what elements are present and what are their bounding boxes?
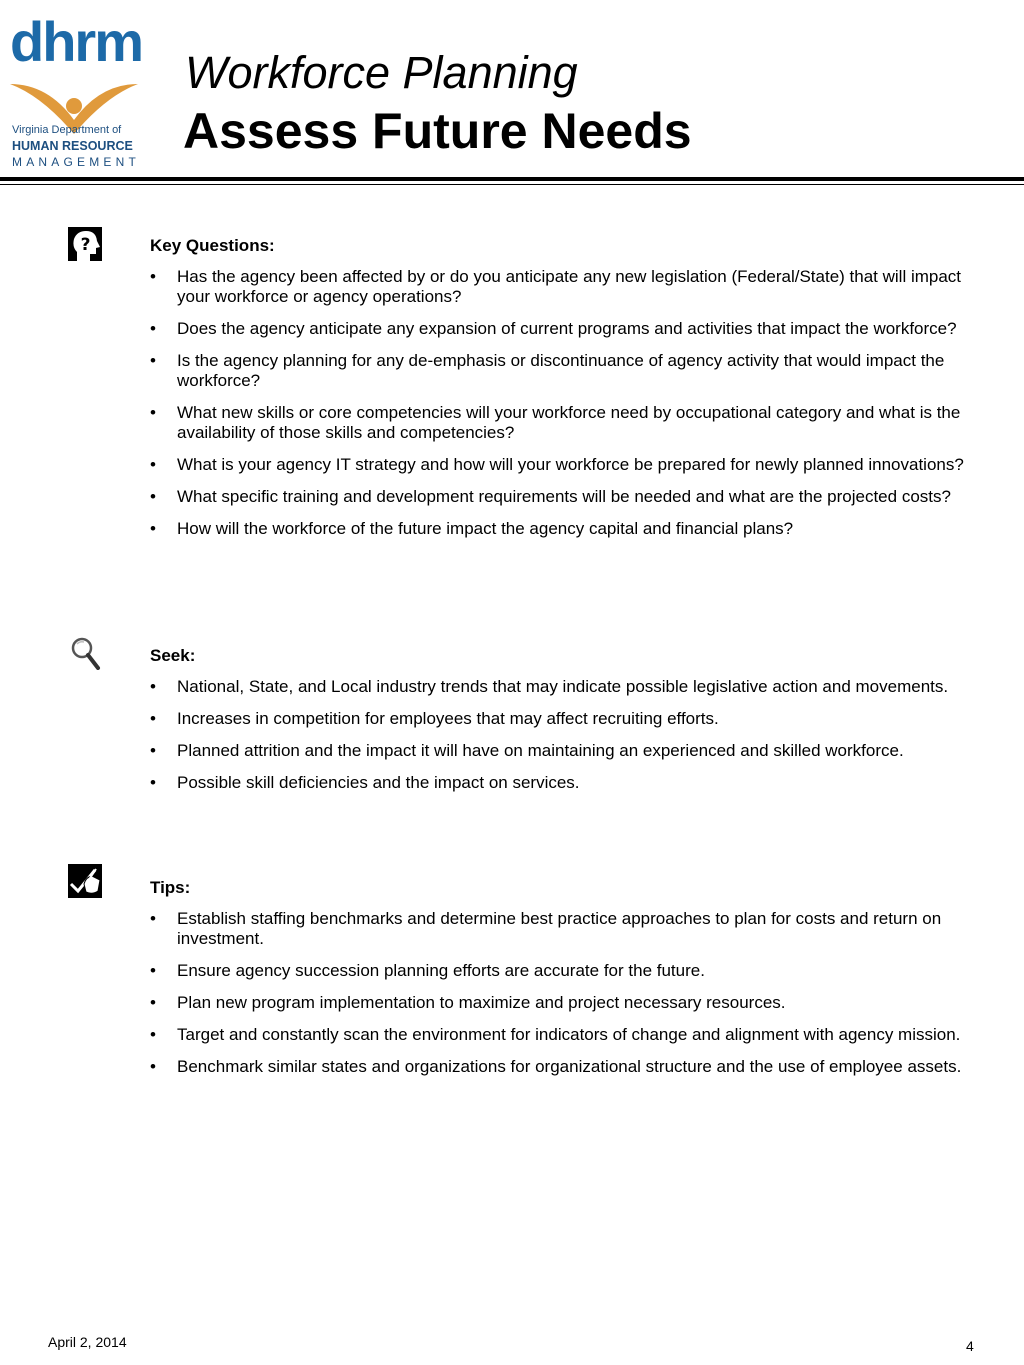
list-item: • What is your agency IT strategy and how will your workforce be prepared for newly planned innovations? (150, 455, 970, 475)
list-item: • What specific training and development requirements will be needed and what are the projected costs? (150, 487, 970, 507)
section-heading: Key Questions: (150, 236, 275, 255)
section-heading: Tips: (150, 878, 191, 897)
logo-wordmark: dhrm (10, 10, 142, 73)
question-head-icon (68, 227, 102, 261)
list-item: • Benchmark similar states and organizations for organizational structure and the use of employee assets. (150, 1057, 970, 1077)
list-item: • Establish staffing benchmarks and determine best practice approaches to plan for costs and return on investment. (150, 909, 970, 949)
magnifying-glass-icon (68, 636, 102, 670)
list-item: • National, State, and Local industry trends that may indicate possible legislative action and movements. (150, 677, 970, 697)
seek-section (150, 646, 970, 805)
list-item: • What new skills or core competencies will your workforce need by occupational category and what is the availability of those skills and competencies? (150, 403, 970, 443)
page-number: 4 (966, 1338, 974, 1354)
section-heading: Seek: (150, 646, 196, 665)
list-item: • Possible skill deficiencies and the impact on services. (150, 773, 970, 793)
header-divider-thin (0, 184, 1024, 185)
dhrm-logo (8, 10, 142, 170)
header-divider-thick (0, 177, 1024, 181)
page-subtitle: Workforce Planning (185, 47, 578, 98)
bullet-list (150, 677, 970, 793)
footer-date: April 2, 2014 (48, 1334, 127, 1350)
tips-section (150, 878, 970, 1089)
bullet-list (150, 267, 970, 539)
logo-line-1: Virginia Department of (12, 124, 122, 136)
page-title: Assess Future Needs (183, 103, 692, 159)
list-item: • Does the agency anticipate any expansion of current programs and activities that impact the workforce? (150, 319, 970, 339)
list-item: • How will the workforce of the future impact the agency capital and financial plans? (150, 519, 970, 539)
key-questions-section (150, 236, 970, 551)
list-item: • Has the agency been affected by or do you anticipate any new legislation (Federal/State) that will impact your workforce or agency operations? (150, 267, 970, 307)
list-item: • Planned attrition and the impact it will have on maintaining an experienced and skilled workforce. (150, 741, 970, 761)
logo-line-3: MANAGEMENT (12, 155, 141, 169)
svg-text:?: ? (80, 235, 91, 255)
bullet-list (150, 909, 970, 1077)
list-item: • Target and constantly scan the environment for indicators of change and alignment with agency mission. (150, 1025, 970, 1045)
list-item: • Is the agency planning for any de-emphasis or discontinuance of agency activity that would impact the workforce? (150, 351, 970, 391)
list-item: • Plan new program implementation to maximize and project necessary resources. (150, 993, 970, 1013)
logo-line-2: HUMAN RESOURCE (12, 139, 133, 153)
checkmark-hand-icon (68, 864, 102, 898)
list-item: • Increases in competition for employees that may affect recruiting efforts. (150, 709, 970, 729)
list-item: • Ensure agency succession planning efforts are accurate for the future. (150, 961, 970, 981)
